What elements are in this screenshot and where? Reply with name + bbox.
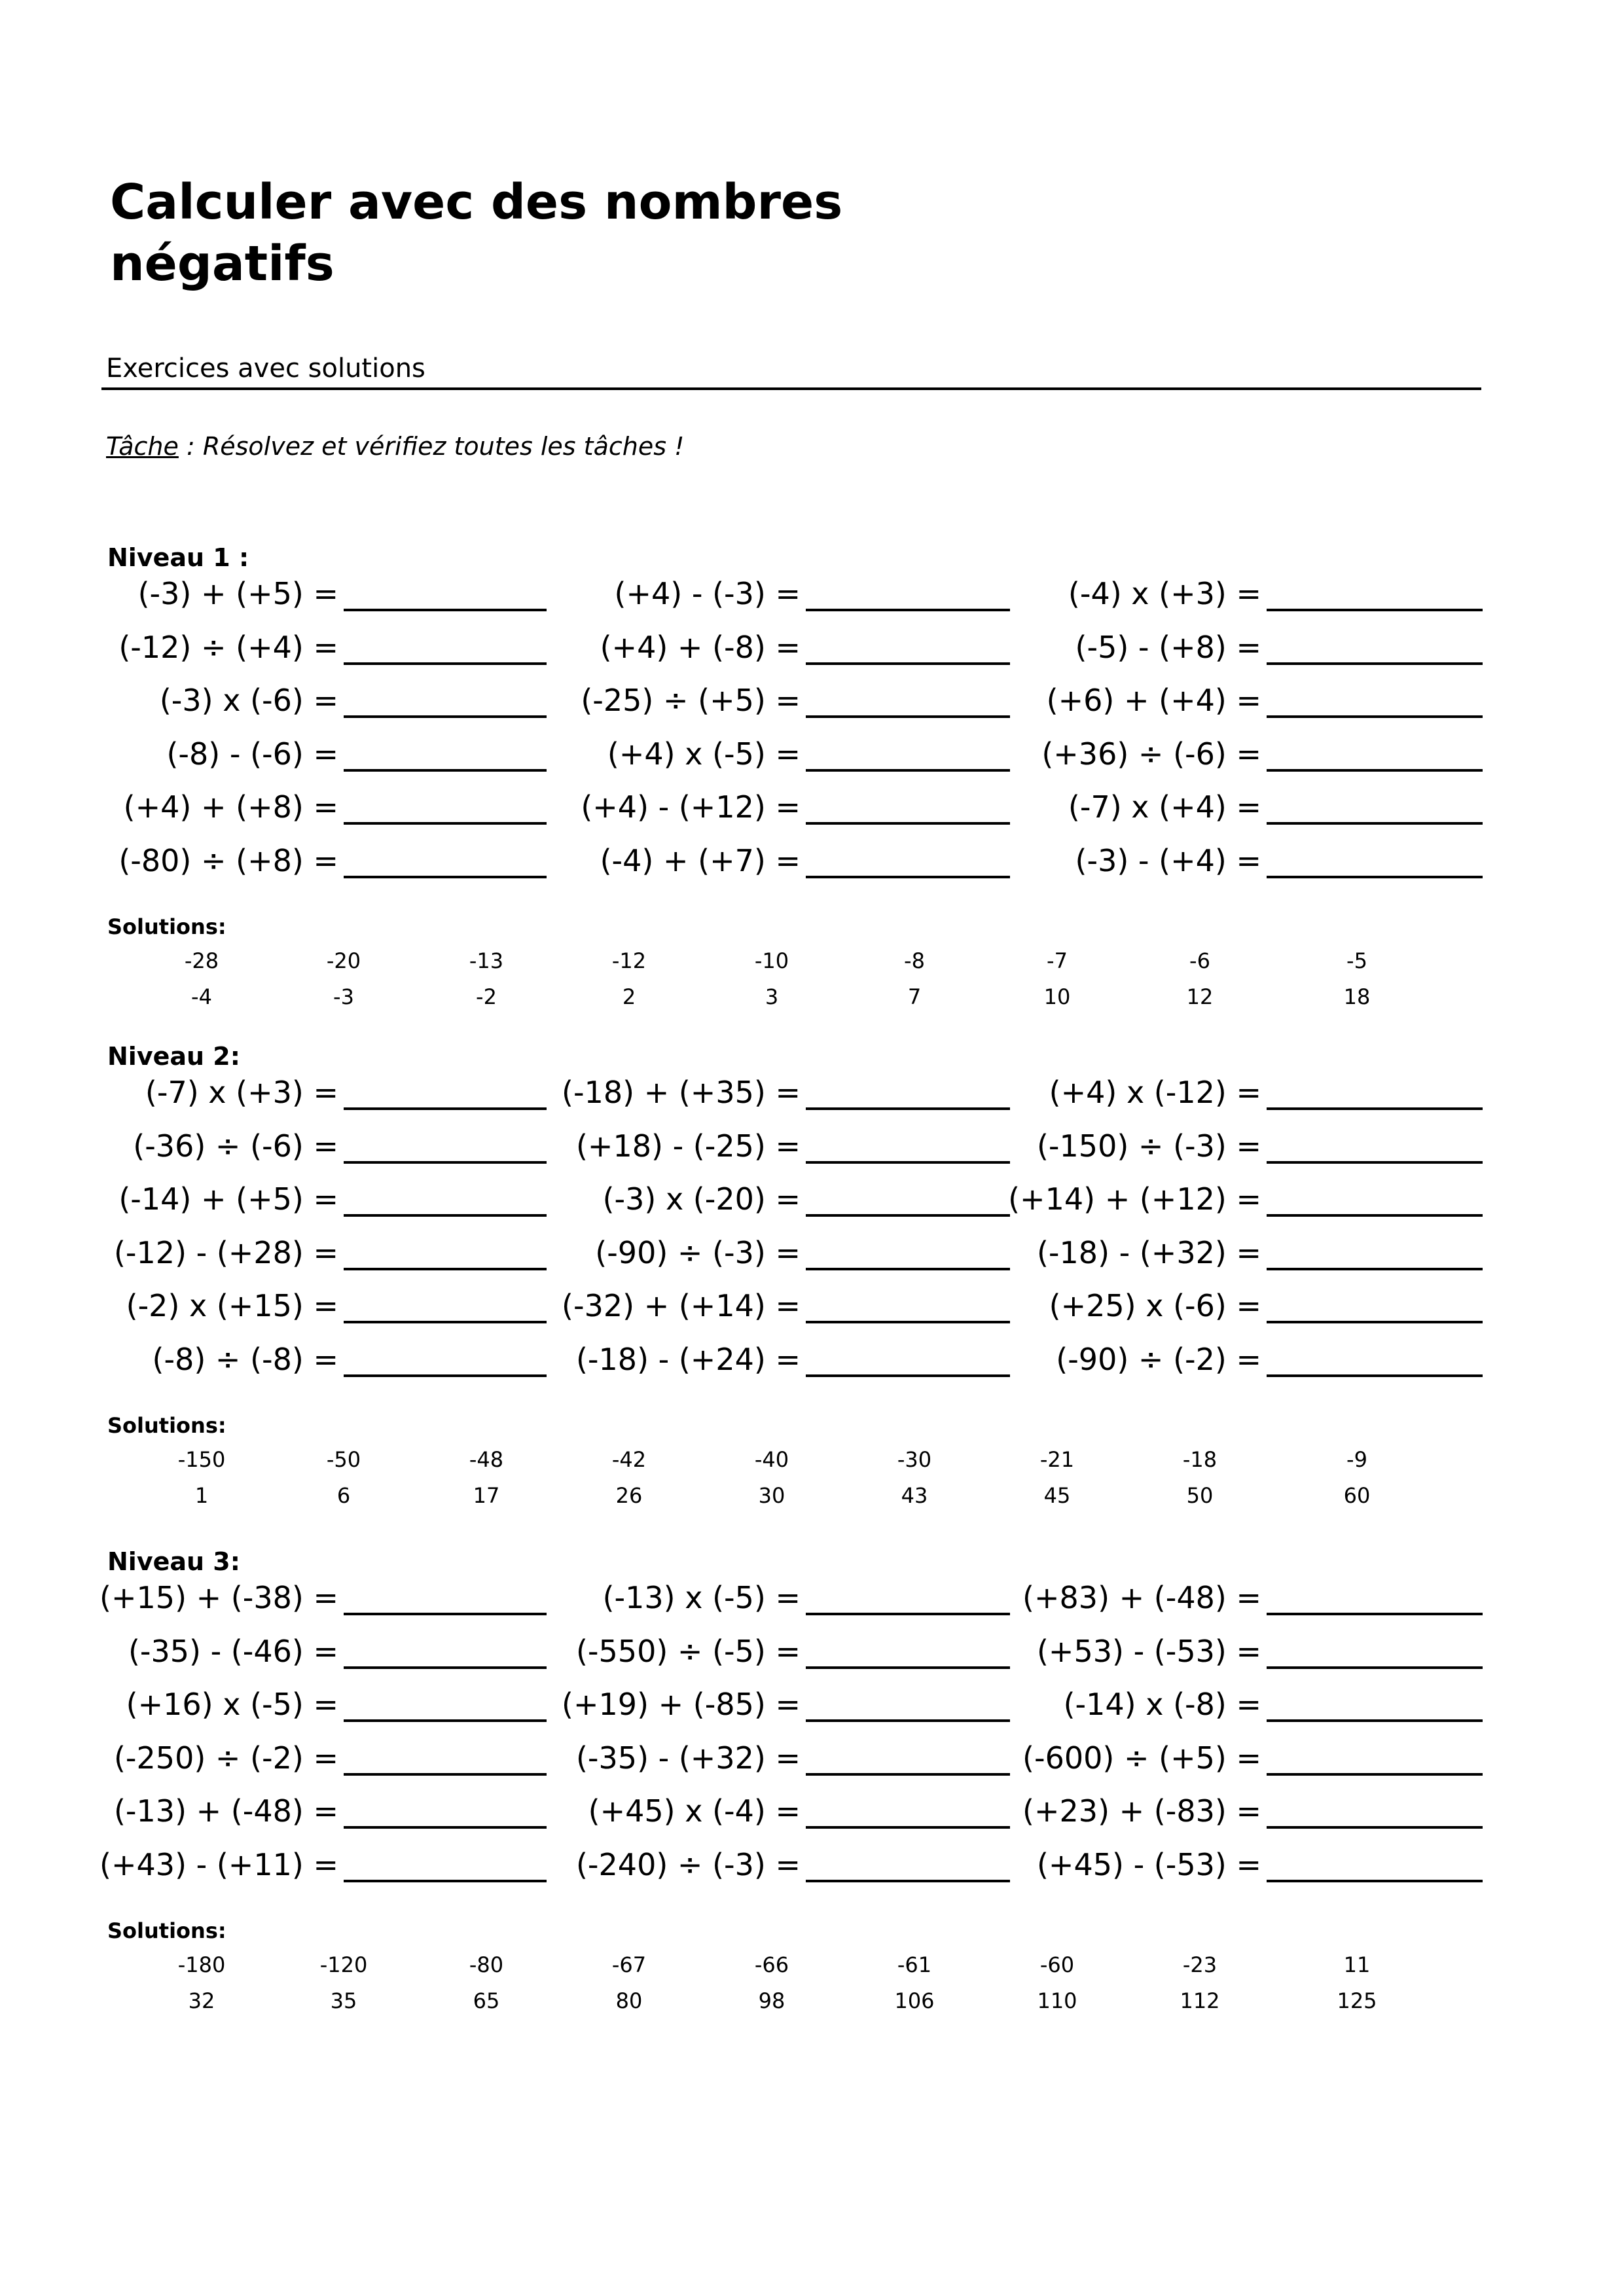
solution-value: -180 (177, 1952, 226, 1977)
solution-value: -8 (904, 948, 925, 973)
exercise-expression: (+83) + (-48) = (1022, 1580, 1261, 1615)
exercise-expression: (-18) - (+32) = (1036, 1234, 1261, 1270)
answer-blank[interactable] (1267, 1581, 1483, 1615)
exercise-expression: (-80) ÷ (+8) = (118, 842, 338, 878)
exercise-expression: (-35) - (+32) = (575, 1740, 801, 1776)
solution-value: 10 (1043, 984, 1071, 1009)
exercise-expression: (-7) x (+3) = (145, 1075, 338, 1110)
solution-value: 110 (1037, 1988, 1077, 2013)
solution-value: 2 (622, 984, 636, 1009)
exercise-expression: (-600) ÷ (+5) = (1022, 1740, 1261, 1776)
exercise-expression: (-25) ÷ (+5) = (581, 683, 801, 718)
solution-value: 3 (765, 984, 779, 1009)
answer-blank[interactable] (1267, 1795, 1483, 1829)
exercise-expression: (+53) - (-53) = (1036, 1633, 1261, 1669)
solution-value: 50 (1186, 1483, 1214, 1508)
answer-blank[interactable] (1267, 1343, 1483, 1377)
answer-blank[interactable] (1267, 1130, 1483, 1164)
exercise-expression: (+4) + (+8) = (123, 789, 338, 825)
exercise-item (0, 572, 1483, 611)
exercise-expression: (+19) + (-85) = (562, 1687, 801, 1722)
solution-value: 6 (336, 1483, 351, 1508)
exercise-expression: (-3) - (+4) = (1075, 842, 1261, 878)
answer-blank[interactable] (1267, 1688, 1483, 1722)
exercise-expression: (-35) - (-46) = (128, 1633, 338, 1669)
solution-value: -23 (1182, 1952, 1218, 1977)
solution-value: 80 (615, 1988, 643, 2013)
solution-value: 1 (194, 1483, 209, 1508)
exercise-expression: (+45) - (-53) = (1036, 1846, 1261, 1882)
exercise-expression: (-7) x (+4) = (1068, 789, 1261, 825)
solution-value: 45 (1043, 1483, 1071, 1508)
exercise-item (0, 679, 1483, 718)
exercise-expression: (-550) ÷ (-5) = (575, 1633, 801, 1669)
exercise-expression: (+25) x (-6) = (1049, 1288, 1261, 1323)
solution-value: -18 (1182, 1447, 1218, 1472)
solution-value: -120 (319, 1952, 368, 1977)
solution-value: -28 (184, 948, 219, 973)
exercise-expression: (-250) ÷ (-2) = (113, 1740, 338, 1776)
level-heading: Niveau 1 : (107, 543, 249, 572)
level-heading: Niveau 3: (107, 1547, 240, 1576)
exercise-expression: (+4) x (-12) = (1049, 1075, 1261, 1110)
exercise-expression: (+45) x (-4) = (588, 1793, 801, 1829)
solution-value: 35 (330, 1988, 357, 2013)
exercise-expression: (-90) ÷ (-2) = (1056, 1341, 1261, 1377)
exercise-expression: (+6) + (+4) = (1046, 683, 1261, 718)
exercise-expression: (-8) - (-6) = (166, 736, 338, 772)
exercise-item (0, 1630, 1483, 1669)
exercise-expression: (-32) + (+14) = (562, 1288, 801, 1323)
answer-blank[interactable] (1267, 684, 1483, 718)
solution-value: -7 (1047, 948, 1068, 973)
solution-value: -80 (469, 1952, 504, 1977)
exercise-item (0, 1124, 1483, 1164)
solution-value: -50 (326, 1447, 361, 1472)
solution-value: 106 (894, 1988, 935, 2013)
exercise-expression: (-5) - (+8) = (1075, 629, 1261, 665)
subtitle-divider (101, 387, 1481, 390)
exercise-expression: (+4) - (+12) = (581, 789, 801, 825)
exercise-expression: (-4) x (+3) = (1068, 576, 1261, 611)
exercise-expression: (-13) + (-48) = (113, 1793, 338, 1829)
solution-value: -13 (469, 948, 504, 973)
answer-blank[interactable] (1267, 1236, 1483, 1270)
exercise-item (0, 785, 1483, 825)
level-heading: Niveau 2: (107, 1042, 240, 1071)
exercise-expression: (+18) - (-25) = (575, 1128, 801, 1164)
solution-value: -66 (754, 1952, 789, 1977)
solution-value: 11 (1343, 1952, 1371, 1977)
solution-value: -3 (333, 984, 354, 1009)
exercise-expression: (-14) x (-8) = (1063, 1687, 1261, 1722)
exercise-item (0, 1177, 1483, 1217)
exercise-expression: (-3) x (-20) = (602, 1181, 801, 1217)
exercise-item (0, 1284, 1483, 1323)
answer-blank[interactable] (1267, 1635, 1483, 1669)
exercise-expression: (-90) ÷ (-3) = (595, 1234, 801, 1270)
exercise-item (0, 732, 1483, 772)
solution-value: 98 (758, 1988, 785, 2013)
solutions-label: Solutions: (107, 1413, 226, 1438)
exercise-expression: (-36) ÷ (-6) = (133, 1128, 338, 1164)
solution-value: -20 (326, 948, 361, 973)
solution-value: -2 (476, 984, 497, 1009)
solution-value: -6 (1189, 948, 1210, 973)
exercise-expression: (-18) - (+24) = (575, 1341, 801, 1377)
solution-value: -42 (611, 1447, 647, 1472)
exercise-expression: (-3) + (+5) = (137, 576, 338, 611)
exercise-expression: (-18) + (+35) = (562, 1075, 801, 1110)
solution-value: -21 (1039, 1447, 1075, 1472)
solutions-label: Solutions: (107, 1918, 226, 1943)
solution-value: 43 (901, 1483, 928, 1508)
exercise-item (0, 1576, 1483, 1615)
answer-blank[interactable] (1267, 738, 1483, 772)
solution-value: -5 (1346, 948, 1367, 973)
exercise-expression: (+23) + (-83) = (1022, 1793, 1261, 1829)
solution-value: -10 (754, 948, 789, 973)
solution-value: 26 (615, 1483, 643, 1508)
solution-value: -9 (1346, 1447, 1367, 1472)
exercise-expression: (+16) x (-5) = (126, 1687, 338, 1722)
exercise-expression: (-240) ÷ (-3) = (575, 1846, 801, 1882)
solution-value: 7 (907, 984, 922, 1009)
solution-value: -67 (611, 1952, 647, 1977)
solution-value: 12 (1186, 984, 1214, 1009)
answer-blank[interactable] (1267, 1289, 1483, 1323)
solution-value: -60 (1039, 1952, 1075, 1977)
exercise-item (0, 1338, 1483, 1377)
exercise-item (0, 1683, 1483, 1722)
exercise-expression: (+36) ÷ (-6) = (1041, 736, 1261, 772)
page-title: Calculer avec des nombres négatifs (110, 174, 843, 292)
page-subtitle: Exercices avec solutions (106, 353, 425, 384)
exercise-expression: (+15) + (-38) = (99, 1580, 338, 1615)
exercise-item (0, 1736, 1483, 1776)
solution-value: 60 (1343, 1483, 1371, 1508)
exercise-expression: (+14) + (+12) = (1008, 1181, 1261, 1217)
exercise-item (0, 839, 1483, 878)
task-label: Tâche (106, 432, 179, 461)
solution-value: -61 (897, 1952, 932, 1977)
task-text: : Résolvez et vérifiez toutes les tâches ! (178, 432, 685, 461)
solution-value: 112 (1180, 1988, 1220, 2013)
exercise-expression: (-13) x (-5) = (602, 1580, 801, 1615)
exercise-item (0, 1843, 1483, 1882)
exercise-expression: (-3) x (-6) = (159, 683, 338, 718)
exercise-expression: (+4) x (-5) = (607, 736, 801, 772)
exercise-expression: (-150) ÷ (-3) = (1036, 1128, 1261, 1164)
exercise-expression: (+4) - (-3) = (614, 576, 801, 611)
exercise-item (0, 1231, 1483, 1270)
exercise-item (0, 626, 1483, 665)
solution-value: 17 (473, 1483, 500, 1508)
task-instruction (106, 431, 684, 462)
solutions-label: Solutions: (107, 914, 226, 939)
answer-blank[interactable] (1267, 844, 1483, 878)
solution-value: -4 (191, 984, 212, 1009)
exercise-expression: (-12) ÷ (+4) = (118, 629, 338, 665)
exercise-expression: (+43) - (+11) = (99, 1846, 338, 1882)
solution-value: 18 (1343, 984, 1371, 1009)
solution-value: -48 (469, 1447, 504, 1472)
exercise-expression: (-12) - (+28) = (113, 1234, 338, 1270)
exercise-expression: (-8) ÷ (-8) = (152, 1341, 338, 1377)
exercise-expression: (-14) + (+5) = (118, 1181, 338, 1217)
answer-blank[interactable] (1267, 577, 1483, 611)
solution-value: -40 (754, 1447, 789, 1472)
solution-value: 125 (1337, 1988, 1377, 2013)
exercise-expression: (-4) + (+7) = (600, 842, 801, 878)
answer-blank[interactable] (1267, 1183, 1483, 1217)
exercise-item (0, 1789, 1483, 1829)
answer-blank[interactable] (1267, 631, 1483, 665)
solution-value: -12 (611, 948, 647, 973)
exercise-item (0, 1071, 1483, 1110)
solution-value: -30 (897, 1447, 932, 1472)
answer-blank[interactable] (1267, 1076, 1483, 1110)
solution-value: 65 (473, 1988, 500, 2013)
solution-value: 30 (758, 1483, 785, 1508)
exercise-expression: (+4) + (-8) = (600, 629, 801, 665)
answer-blank[interactable] (1267, 1742, 1483, 1776)
solution-value: 32 (188, 1988, 215, 2013)
solution-value: -150 (177, 1447, 226, 1472)
exercise-expression: (-2) x (+15) = (126, 1288, 338, 1323)
answer-blank[interactable] (1267, 1848, 1483, 1882)
answer-blank[interactable] (1267, 791, 1483, 825)
